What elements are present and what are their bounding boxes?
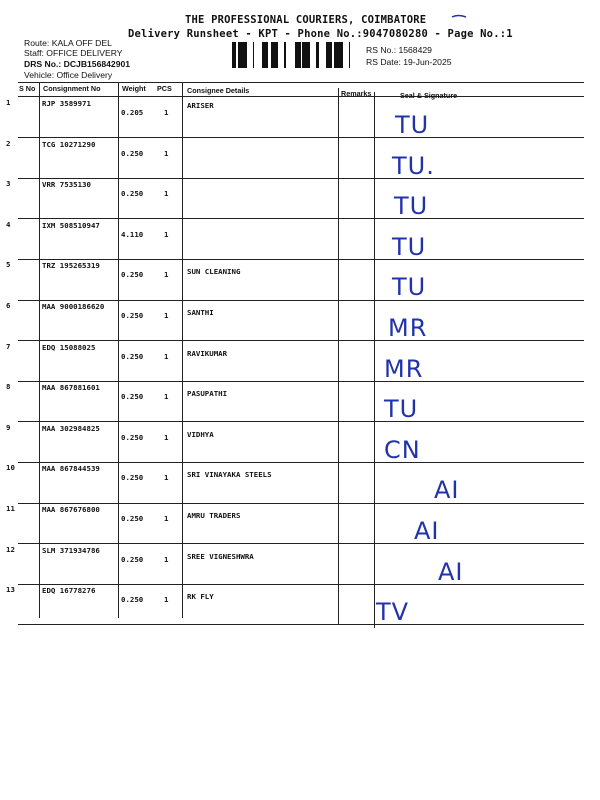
row-divider [18,624,584,625]
weight-value: 0.250 [121,473,144,483]
row-divider [18,543,584,544]
consignment-no: MAA 9000186620 [42,302,105,311]
row-divider [18,584,584,585]
consignee-name: SUN CLEANING [187,267,241,277]
consignee-name: RK FLY [187,592,214,602]
signature-mark: AI [438,557,464,586]
signature-mark: TU. [392,151,435,180]
col-seal: Seal & Signature [400,91,458,100]
pcs-value: 1 [164,229,169,239]
row-divider [18,503,584,504]
row-sno: 2 [6,138,11,148]
row-divider [18,421,584,422]
signature-mark: TU [392,273,427,302]
barcode-icon [232,42,350,68]
runsheet-subtitle: Delivery Runsheet - KPT - Phone No.:9047080280 - Page No.:1 [128,28,513,40]
row-divider [18,381,584,382]
consignment-no: SLM 371934786 [42,545,100,555]
weight-value: 0.250 [121,351,144,361]
weight-value: 4.110 [121,229,144,239]
row-sno: 10 [6,463,15,473]
row-sno: 11 [6,504,15,513]
row-sno: 8 [6,382,11,392]
weight-value: 0.250 [121,514,144,523]
drs-label: DRS No.: DCJB156842901 [24,59,131,69]
company-title: THE PROFESSIONAL COURIERS, COIMBATORE [185,14,427,26]
consignment-no: EDQ 16778276 [42,586,96,596]
consignee-name: RAVIKUMAR [187,348,228,358]
consignee-name: SRI VINAYAKA STEELS [187,470,272,480]
consignment-no: VRR 7535130 [42,180,91,190]
weight-value: 0.250 [121,270,144,280]
signature-mark: TU [384,395,419,424]
col-remarks: Remarks [341,89,372,98]
row-sno: 7 [6,341,11,351]
weight-value: 0.250 [121,311,144,320]
row-sno: 3 [6,179,11,189]
col-pcs: PCS [157,84,172,93]
row-divider [18,178,584,179]
row-sno: 1 [6,98,11,107]
consignment-no: EDQ 15088025 [42,342,96,352]
signature-mark: TU [394,192,429,221]
route-label: Route: KALA OFF DEL [24,38,112,48]
row-sno: 5 [6,260,11,270]
rs-date-label: RS Date: 19-Jun-2025 [366,57,452,67]
signature-mark: TU [395,111,430,139]
consignee-name: ARISER [187,101,214,110]
pcs-value: 1 [164,595,169,605]
staff-label: Staff: OFFICE DELIVERY [24,48,123,58]
col-consignee: Consignee Details [187,86,250,95]
row-divider [18,137,584,138]
weight-value: 0.250 [121,432,144,442]
pcs-value: 1 [164,311,169,320]
signature-mark: MR [384,354,424,383]
pcs-value: 1 [164,270,169,280]
vehicle-label: Vehicle: Office Delivery [24,70,113,80]
consignee-name: PASUPATHI [187,389,228,399]
row-divider [18,462,584,463]
consignment-no: MAA 867881601 [42,383,100,393]
pcs-value: 1 [164,432,169,442]
consignment-no: TCG 10271290 [42,139,96,149]
consignee-name: AMRU TRADERS [187,511,241,520]
pcs-value: 1 [164,473,169,483]
signature-mark: AI [434,476,460,505]
signature-mark: MR [388,314,428,342]
col-consignment: Consignment No [43,84,101,93]
pcs-value: 1 [164,148,169,158]
row-sno: 6 [6,301,11,310]
consignment-no: IXM 508510947 [42,220,100,230]
consignment-no: MAA 867676800 [42,505,100,514]
signature-mark: TV [376,598,410,627]
pcs-value: 1 [164,189,169,199]
pcs-value: 1 [164,514,169,523]
rs-no-label: RS No.: 1568429 [366,45,432,55]
row-divider [18,340,584,341]
signature-mark: CN [384,435,421,464]
weight-value: 0.250 [121,189,144,199]
row-sno: 9 [6,422,11,432]
consignment-no: RJP 3589971 [42,99,91,108]
weight-value: 0.250 [121,392,144,402]
col-weight: Weight [122,84,146,93]
row-divider [18,300,584,301]
weight-value: 0.250 [121,554,144,564]
pcs-value: 1 [164,392,169,402]
row-sno: 13 [6,585,15,595]
consignment-no: MAA 302984825 [42,423,100,433]
consignment-no: MAA 867844539 [42,464,100,474]
weight-value: 0.250 [121,148,144,158]
col-sno: S No [19,84,36,93]
row-divider [18,218,584,219]
pcs-value: 1 [164,351,169,361]
signature-mark: TU [392,232,427,261]
pcs-value: 1 [164,108,169,117]
consignee-name: VIDHYA [187,429,214,439]
pcs-value: 1 [164,554,169,564]
consignment-no: TRZ 195265319 [42,261,100,271]
row-sno: 12 [6,544,15,554]
weight-value: 0.205 [121,108,144,117]
signature-mark: AI [414,517,440,545]
consignee-name: SANTHI [187,308,214,317]
weight-value: 0.250 [121,595,144,605]
row-sno: 4 [6,219,11,229]
row-divider [18,259,584,260]
consignee-name: SREE VIGNESHWRA [187,551,254,561]
